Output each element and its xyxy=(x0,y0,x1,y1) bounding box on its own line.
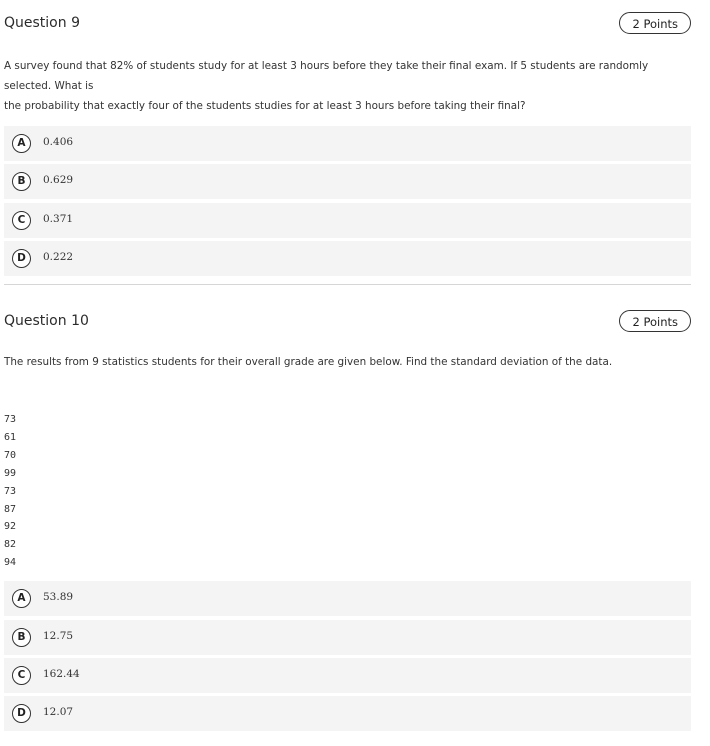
data-value: 87 xyxy=(4,503,17,515)
option-letter: C xyxy=(12,666,31,685)
option-b[interactable] xyxy=(4,164,691,199)
option-value: 162.44 xyxy=(43,667,80,680)
points-badge: 2 Points xyxy=(619,12,691,34)
option-letter: B xyxy=(12,172,31,191)
option-d[interactable] xyxy=(4,241,691,276)
data-value: 73 xyxy=(4,414,17,425)
question-header xyxy=(4,308,691,336)
option-letter: D xyxy=(12,704,31,723)
question-text: The results from 9 statistics students for their overall grade are given below. Find the standard deviation of the data. xyxy=(4,356,613,368)
option-c[interactable] xyxy=(4,658,691,693)
data-value: 82 xyxy=(4,539,17,551)
data-value: 99 xyxy=(4,467,17,479)
data-value: 70 xyxy=(4,449,17,461)
option-letter: D xyxy=(12,249,31,268)
option-c[interactable] xyxy=(4,203,691,238)
question-divider xyxy=(4,284,691,285)
data-value: 61 xyxy=(4,431,17,443)
option-value: 53.89 xyxy=(43,591,74,604)
option-letter: B xyxy=(12,628,31,647)
option-value: 0.406 xyxy=(43,136,74,148)
data-values xyxy=(4,411,691,572)
option-value: 0.629 xyxy=(43,174,74,187)
points-badge: 2 Points xyxy=(619,310,691,332)
option-letter: C xyxy=(12,211,31,230)
option-value: 0.222 xyxy=(43,251,74,264)
question-9 xyxy=(4,10,691,280)
data-value: 94 xyxy=(4,557,17,569)
option-letter: A xyxy=(12,589,31,608)
question-text-line: the probability that exactly four of the students studies for at least 3 hours before taking their final? xyxy=(4,100,526,112)
option-value: 12.75 xyxy=(43,629,74,642)
option-a[interactable] xyxy=(4,126,691,161)
option-value: 12.07 xyxy=(43,706,74,719)
question-title: Question 9 xyxy=(4,15,80,31)
question-10 xyxy=(4,308,691,735)
question-title: Question 10 xyxy=(4,313,89,329)
option-letter: A xyxy=(12,134,31,153)
data-value: 73 xyxy=(4,485,17,497)
question-header xyxy=(4,10,691,38)
option-b[interactable] xyxy=(4,620,691,655)
question-text xyxy=(4,56,691,116)
option-d[interactable] xyxy=(4,696,691,731)
option-value: 0.371 xyxy=(43,212,74,225)
answer-options xyxy=(4,126,691,276)
question-text-line: A survey found that 82% of students study for at least 3 hours before they take their final exam. If 5 students are randomly selected. What is xyxy=(4,60,649,92)
option-a[interactable] xyxy=(4,581,691,616)
answer-options xyxy=(4,581,691,731)
data-value: 92 xyxy=(4,521,17,533)
